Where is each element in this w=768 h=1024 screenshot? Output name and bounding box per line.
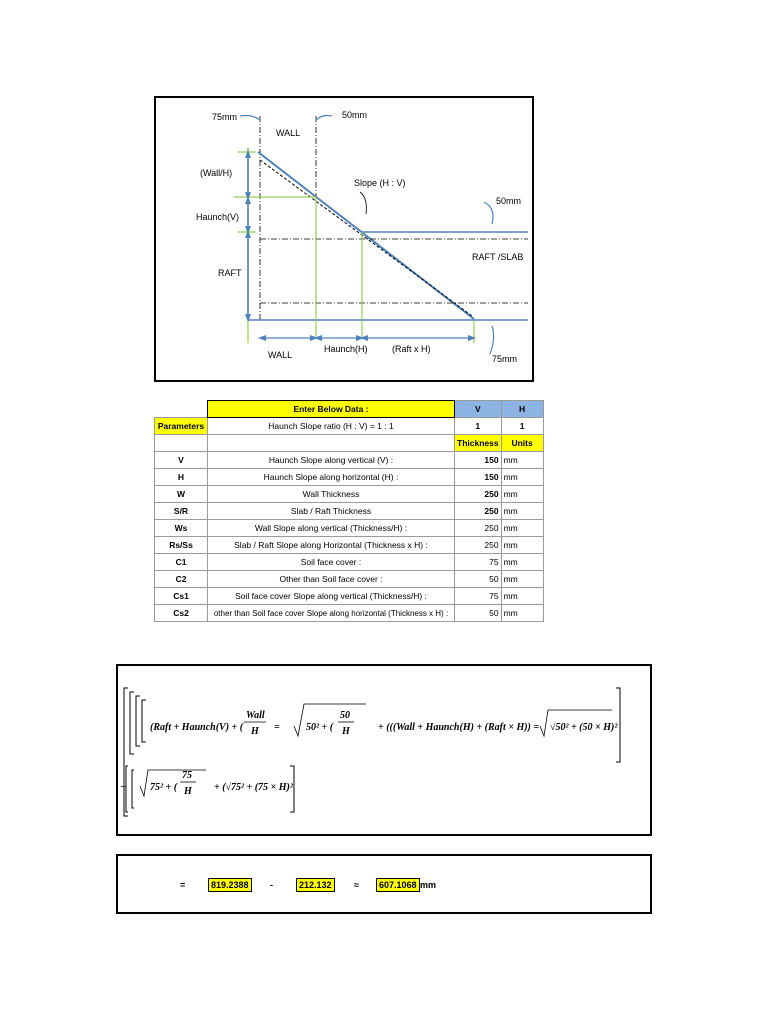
dim-arrow-5 [245,230,251,238]
formula-den-3: H [184,786,192,797]
param-symbol: H [155,469,208,486]
result-minus: - [270,880,273,890]
table-row [155,452,544,469]
param-unit: mm [501,537,543,554]
param-value[interactable]: 250 [455,486,502,503]
enter-data-label: Enter Below Data : [208,401,455,418]
param-unit: mm [501,554,543,571]
result-final: 607.1068 [376,878,420,892]
ratio-h-input[interactable]: 1 [501,418,543,435]
label-bottom-cover: 75mm [492,354,518,364]
label-wall-top: WALL [276,128,301,138]
label-haunch-h: Haunch(H) [324,344,368,354]
label-slab-cover: 50mm [496,196,522,206]
formula-sq50: 50² + ( [306,722,334,733]
param-symbol: Cs1 [155,588,208,605]
table-row [155,537,544,554]
param-description: Slab / Raft Slope along Horizontal (Thickness x H) : [208,537,455,554]
label-top-cover: 75mm [212,112,238,122]
parameters-table [154,400,544,622]
param-description: Wall Thickness [208,486,455,503]
formula-sq75: 75² + ( [150,782,178,793]
inner-bracket-left [130,692,134,754]
table-row [155,520,544,537]
formula-sqrt-term1: √50² + (50 × H)² [550,722,618,733]
inner-cover-arrow [316,116,332,121]
param-value[interactable]: 150 [455,452,502,469]
label-raft-slab: RAFT /SLAB [472,252,524,262]
param-symbol: Cs2 [155,605,208,622]
v-header: V [455,401,502,418]
dim-arrow-1 [245,150,251,158]
param-unit: mm [501,452,543,469]
formula-minus: − [120,782,127,793]
brace-line2 [132,770,134,808]
param-unit: mm [501,486,543,503]
thickness-header: Thickness [455,435,502,452]
formula-den-2: H [342,726,350,737]
label-raft: RAFT [218,268,242,278]
label-slope: Slope (H : V) [354,178,406,188]
param-symbol: Rs/Ss [155,537,208,554]
label-wall-h: (Wall/H) [200,168,233,178]
param-unit: mm [501,469,543,486]
hdim-arrow-3 [314,335,322,341]
table-row [155,554,544,571]
param-unit: mm [501,605,543,622]
brace-left-2 [142,700,146,742]
top-cover-arrow [240,116,260,121]
param-symbol: Ws [155,520,208,537]
result-approx: ≈ [354,880,359,890]
bottom-cover-arrow [490,326,494,354]
table-row [155,486,544,503]
formula-box [116,664,652,836]
table-row [155,469,544,486]
ratio-v-input[interactable]: 1 [455,418,502,435]
haunch-diagram [154,96,534,382]
param-value[interactable]: 150 [455,469,502,486]
formula-wall-num: Wall [246,710,265,721]
table-row [155,571,544,588]
formula-sqrt-term2: + (√75² + (75 × H)² [214,782,293,793]
param-symbol: S/R [155,503,208,520]
label-inner-cover: 50mm [342,110,368,120]
param-description: Haunch Slope along vertical (V) : [208,452,455,469]
param-description: Haunch Slope along horizontal (H) : [208,469,455,486]
param-value[interactable]: 250 [455,503,502,520]
formula-frac50-num: 50 [340,710,350,721]
formula-raft-haunch: (Raft + Haunch(V) + ( [150,722,244,733]
result-unit: mm [420,880,437,890]
param-value: 250 [455,520,502,537]
table-row [155,503,544,520]
bracket-line2-left [126,766,128,812]
dim-arrow-6 [245,314,251,322]
parameters-label: Parameters [155,418,208,435]
result-box [116,854,652,914]
param-description: Slab / Raft Thickness [208,503,455,520]
formula-frac75-num: 75 [182,770,192,781]
param-unit: mm [501,571,543,588]
param-description: other than Soil face cover Slope along horizontal (Thickness x H) : [208,605,455,622]
haunch-drawing [156,98,536,384]
hdim-arrow-5 [360,335,368,341]
formula-den-1: H [251,726,259,737]
param-value: 50 [455,605,502,622]
slab-cover-arrow [484,202,493,224]
formula-drawing [118,666,652,836]
hdim-arrow-6 [468,335,476,341]
param-symbol: C2 [155,571,208,588]
param-description: Soil face cover : [208,554,455,571]
h-header: H [501,401,543,418]
param-symbol: V [155,452,208,469]
label-wall-bottom: WALL [268,350,293,360]
param-value[interactable]: 50 [455,571,502,588]
result-value-1: 819.2388 [208,878,252,892]
param-description: Soil face cover Slope along vertical (Thickness/H) : [208,588,455,605]
param-value: 75 [455,588,502,605]
ratio-label: Haunch Slope ratio (H : V) = 1 : 1 [208,418,455,435]
param-symbol: C1 [155,554,208,571]
param-unit: mm [501,588,543,605]
table-row [155,605,544,622]
param-description: Other than Soil face cover : [208,571,455,588]
param-unit: mm [501,520,543,537]
units-header: Units [501,435,543,452]
slope-pointer [360,192,366,214]
result-eq: = [180,880,186,890]
param-description: Wall Slope along vertical (Thickness/H) : [208,520,455,537]
label-raft-x-h: (Raft x H) [392,344,431,354]
result-value-2: 212.132 [296,878,335,892]
brace-left-1 [136,696,140,746]
formula-plus-wall: + (((Wall + Haunch(H) + (Raft × H)) = [378,722,540,733]
hdim-arrow-1 [258,335,266,341]
param-value: 250 [455,537,502,554]
table-row [155,588,544,605]
param-value[interactable]: 75 [455,554,502,571]
param-unit: mm [501,503,543,520]
label-haunch-v: Haunch(V) [196,212,240,222]
formula-eq-1: = [274,722,280,733]
param-symbol: W [155,486,208,503]
